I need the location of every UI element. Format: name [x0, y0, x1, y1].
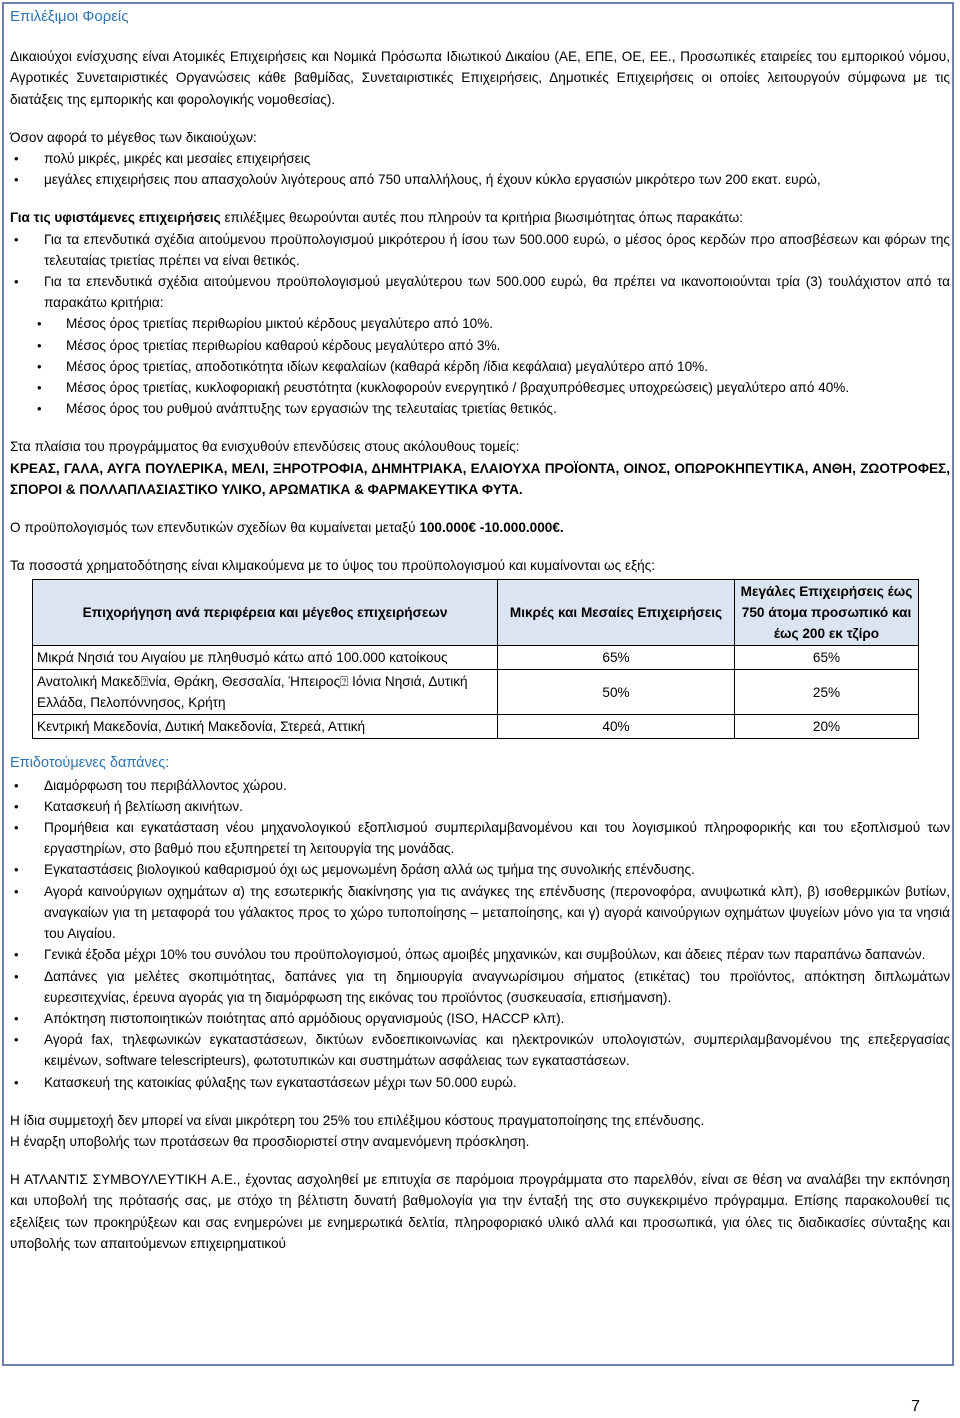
sectors-list: ΚΡΕΑΣ, ΓΑΛΑ, ΑΥΓΑ ΠΟΥΛΕΡΙΚΑ, ΜΕΛΙ, ΞΗΡΟΤΡΟΦΙΑ, ΔΗΜΗΤΡΙΑΚΑ, ΕΛΑΙΟΥΧΑ ΠΡΟΪΟΝΤΑ, ΟΙΝΟΣ, ΟΠΩΡΟΚΗΠΕΥΤΙΚΑ, ΑΝΘΗ, ΖΩΟΤΡΟΦΕΣ, ΣΠΟΡΟΙ & ΠΟΛΛΑΠΛΑΣΙΑΣΤΙΚΟ ΥΛΙΚΟ, ΑΡΩΜΑΤΙΚΑ & ΦΑΡΜΑΚΕΥΤΙΚΑ ΦΥΤΑ.: [10, 460, 950, 497]
budget-text: Ο προϋπολογισμός των επενδυτικών σχεδίων θα κυμαίνεται μεταξύ: [10, 520, 420, 536]
size-list: [10, 148, 950, 190]
table-cell: 50%: [498, 670, 735, 715]
existing-text: επιλέξιμες θεωρούνται αυτές που πληρούν τα κριτήρια βιωσιμότητας όπως παρακάτω:: [220, 210, 744, 226]
list-item: • μεγάλες επιχειρήσεις που απασχολούν λιγότερους από 750 υπαλλήλους, ή έχουν κύκλο εργασιών μικρότερο των 200 εκατ. ευρώ,: [10, 169, 950, 190]
existing-bold: Για τις υφιστάμενες επιχειρήσεις: [10, 210, 221, 226]
section-title: Επιλέξιμοι Φορείς: [10, 8, 129, 25]
existing-criteria-intro: [10, 207, 950, 228]
list-item: • Προμήθεια και εγκατάσταση νέου μηχανολογικού εξοπλισμού συμπεριλαμβανομένου και του λογισμικού πληροφορικής και του εξοπλισμού των εργαστηρίων, στο βαθμό που εξυπηρετεί τη λειτουργία της μονάδας.: [10, 817, 950, 859]
table-header-cell: Μεγάλες Επιχειρήσεις έως 750 άτομα προσωπικό και έως 200 εκ τζίρο: [735, 580, 919, 646]
closing-paragraph: Η ΑΤΛΑΝΤΙΣ ΣΥΜΒΟΥΛΕΥΤΙΚΗ Α.Ε., έχοντας ασχοληθεί με επιτυχία σε παρόμοια προγράμματα στο παρελθόν, είναι σε θέση να αναλάβει την εκπόνηση και υποβολή της πρότασής σας, με στόχο τη βέλτιστη δυνατή βαθμολογία για την ένταξή της στο συγκεκριμένο πρόγραμμα. Επίσης παρακολουθεί τις εξελίξεις των προκηρύξεων και σας ενημερώνει με ενημερωτικά δελτία, πληροφοριακό υλικό αλλά και προσωπικά, για όλες τις διαδικασίες σύνταξης και υποβολής των απαιτούμενων επιχειρηματικού: [10, 1172, 950, 1251]
table-header-cell: Μικρές και Μεσαίες Επιχειρήσεις: [498, 580, 735, 646]
sectors-label: Στα πλαίσια του προγράμματος θα ενισχυθούν επενδύσεις στους ακόλουθους τομείς:: [10, 439, 520, 455]
table-cell: Μικρά Νησιά του Αιγαίου με πληθυσμό κάτω από 100.000 κατοίκους: [33, 646, 498, 670]
expenses-list: [10, 775, 950, 1093]
list-item: • Μέσος όρος του ρυθμού ανάπτυξης των εργασιών της τελευταίας τριετίας θετικός.: [10, 398, 950, 419]
list-item: • Κατασκευή ή βελτίωση ακινήτων.: [10, 796, 950, 817]
budget-range: 100.000€ -10.000.000€.: [419, 520, 564, 536]
intro-paragraph: Δικαιούχοι ενίσχυσης είναι Ατομικές Επιχειρήσεις και Νομικά Πρόσωπα Ιδιωτικού Δικαίου (ΑΕ, ΕΠΕ, ΟΕ, ΕΕ., Προσωπικές εταιρείες του εμπορικού νόμου, Αγροτικές Συνεταιριστικές Οργανώσεις κάθε βαθμίδας, Συνεταιριστικές Επιχειρήσεις, Δημοτικές Επιχειρήσεις οι οποίες λειτουργούν σύμφωνα με τις διατάξεις της εμπορικής και φορολογικής νομοθεσίας).: [10, 49, 950, 107]
list-item: • Αγορά fax, τηλεφωνικών εγκαταστάσεων, δικτύων ενδοεπικοινωνίας και ηλεκτρονικών υπολογιστών, συμπεριλαμβανομένου της επεξεργασίας κειμένων, software telescripteurs), φωτοτυπικών και συστημάτων ασφάλειας των εγκαταστάσεων.: [10, 1029, 950, 1071]
list-item: • πολύ μικρές, μικρές και μεσαίες επιχειρήσεις: [10, 148, 950, 169]
list-item: • Για τα επενδυτικά σχέδια αιτούμενου προϋπολογισμού μικρότερου ή ίσου των 500.000 ευρώ, ο μέσος όρος κερδών προ αποσβέσεων και φόρων της τελευταίας τριετίας πρέπει να είναι θετικός.: [10, 229, 950, 271]
table-cell: Ανατολική Μακεδ⍰νία, Θράκη, Θεσσαλία, Ήπειρος⍰ Ιόνια Νησιά, Δυτική Ελλάδα, Πελοπόννησος, Κρήτη: [33, 670, 498, 715]
start-note: Η έναρξη υποβολής των προτάσεων θα προσδιοριστεί στην αναμενόμενη πρόσκληση.: [10, 1133, 530, 1149]
list-item: • Μέσος όρος τριετίας περιθωρίου καθαρού κέρδους μεγαλύτερο από 3%.: [10, 335, 950, 356]
list-item: • Μέσος όρος τριετίας περιθωρίου μικτού κέρδους μεγαλύτερο από 10%.: [10, 313, 950, 334]
table-cell: Κεντρική Μακεδονία, Δυτική Μακεδονία, Στερεά, Αττική: [33, 715, 498, 739]
criteria-list: [10, 229, 950, 314]
list-item: • Εγκαταστάσεις βιολογικού καθαρισμού όχι ως μεμονωμένη δράση αλλά ως τμήμα της συνολικής επένδυσης.: [10, 859, 950, 880]
funding-table: [32, 579, 919, 739]
table-row: [33, 670, 919, 715]
table-header-cell: Επιχορήγηση ανά περιφέρεια και μέγεθος επιχειρήσεων: [33, 580, 498, 646]
table-cell: 20%: [735, 715, 919, 739]
list-item: • Δαπάνες για μελέτες σκοπιμότητας, δαπάνες για τη δημιουργία αναγνωρίσιμου σήματος (ετικέτας) του προϊόντος, απόκτηση διπλωμάτων ευρεσιτεχνίας, έρευνα αγοράς για τη διαμόρφωση της εικόνας του προϊόντος (συσκευασία, επισήμανση).: [10, 966, 950, 1008]
budget-paragraph: [10, 517, 950, 538]
table-header-row: [33, 580, 919, 646]
size-label: Όσον αφορά το μέγεθος των δικαιούχων:: [10, 129, 257, 145]
list-item: • Διαμόρφωση του περιβάλλοντος χώρου.: [10, 775, 950, 796]
table-row: [33, 715, 919, 739]
list-item: • Αγορά καινούργιων οχημάτων α) της εσωτερικής διακίνησης για τις ανάγκες της επένδυσης (περονοφόρα, ανυψωτικά κλπ), β) ισοθερμικών βυτίων, αναγκαίων για τη μεταφορά του γάλακτος προς το χώρο τυποποίησης – μεταποίησης, και γ) αγορά καινούργιων οχημάτων ψυγείων μόνο για τα νησιά του Αιγαίου.: [10, 881, 950, 945]
sub-criteria-list: [10, 313, 950, 419]
expenses-title: Επιδοτούμενες δαπάνες:: [10, 755, 170, 772]
table-cell: 65%: [498, 646, 735, 670]
list-item: • Απόκτηση πιστοποιητικών ποιότητας από αρμόδιους οργανισμούς (ISO, HACCP κλπ).: [10, 1008, 950, 1029]
document-body: [10, 6, 950, 1254]
list-item: • Κατασκευή της κατοικίας φύλαξης των εγκαταστάσεων μέχρι των 50.000 ευρώ.: [10, 1072, 950, 1093]
page-number: 7: [911, 1398, 920, 1415]
table-cell: 65%: [735, 646, 919, 670]
list-item: • Μέσος όρος τριετίας, κυκλοφοριακή ρευστότητα (κυκλοφορούν ενεργητικό / βραχυπρόθεσμες υποχρεώσεις) μεγαλύτερο από 40%.: [10, 377, 950, 398]
own-contribution: Η ίδια συμμετοχή δεν μπορεί να είναι μικρότερη του 25% του επιλέξιμου κόστους πραγματοποίησης της επένδυσης.: [10, 1112, 705, 1128]
table-row: [33, 646, 919, 670]
list-item: • Για τα επενδυτικά σχέδια αιτούμενου προϋπολογισμού μεγαλύτερου των 500.000 ευρώ, θα πρέπει να ικανοποιούνται τρία (3) τουλάχιστον από τα παρακάτω κριτήρια:: [10, 271, 950, 313]
list-item: • Γενικά έξοδα μέχρι 10% του συνόλου του προϋπολογισμού, όπως αμοιβές μηχανικών, και συμβούλων, και άδειες πέραν των παραπάνω δαπανών.: [10, 944, 950, 965]
table-cell: 25%: [735, 670, 919, 715]
funding-intro: Τα ποσοστά χρηματοδότησης είναι κλιμακούμενα με το ύψος του προϋπολογισμού και κυμαίνονται ως εξής:: [10, 558, 656, 574]
list-item: • Μέσος όρος τριετίας, αποδοτικότητα ιδίων κεφαλαίων (καθαρά κέρδη /ίδια κεφάλαια) μεγαλύτερο από 10%.: [10, 356, 950, 377]
table-cell: 40%: [498, 715, 735, 739]
